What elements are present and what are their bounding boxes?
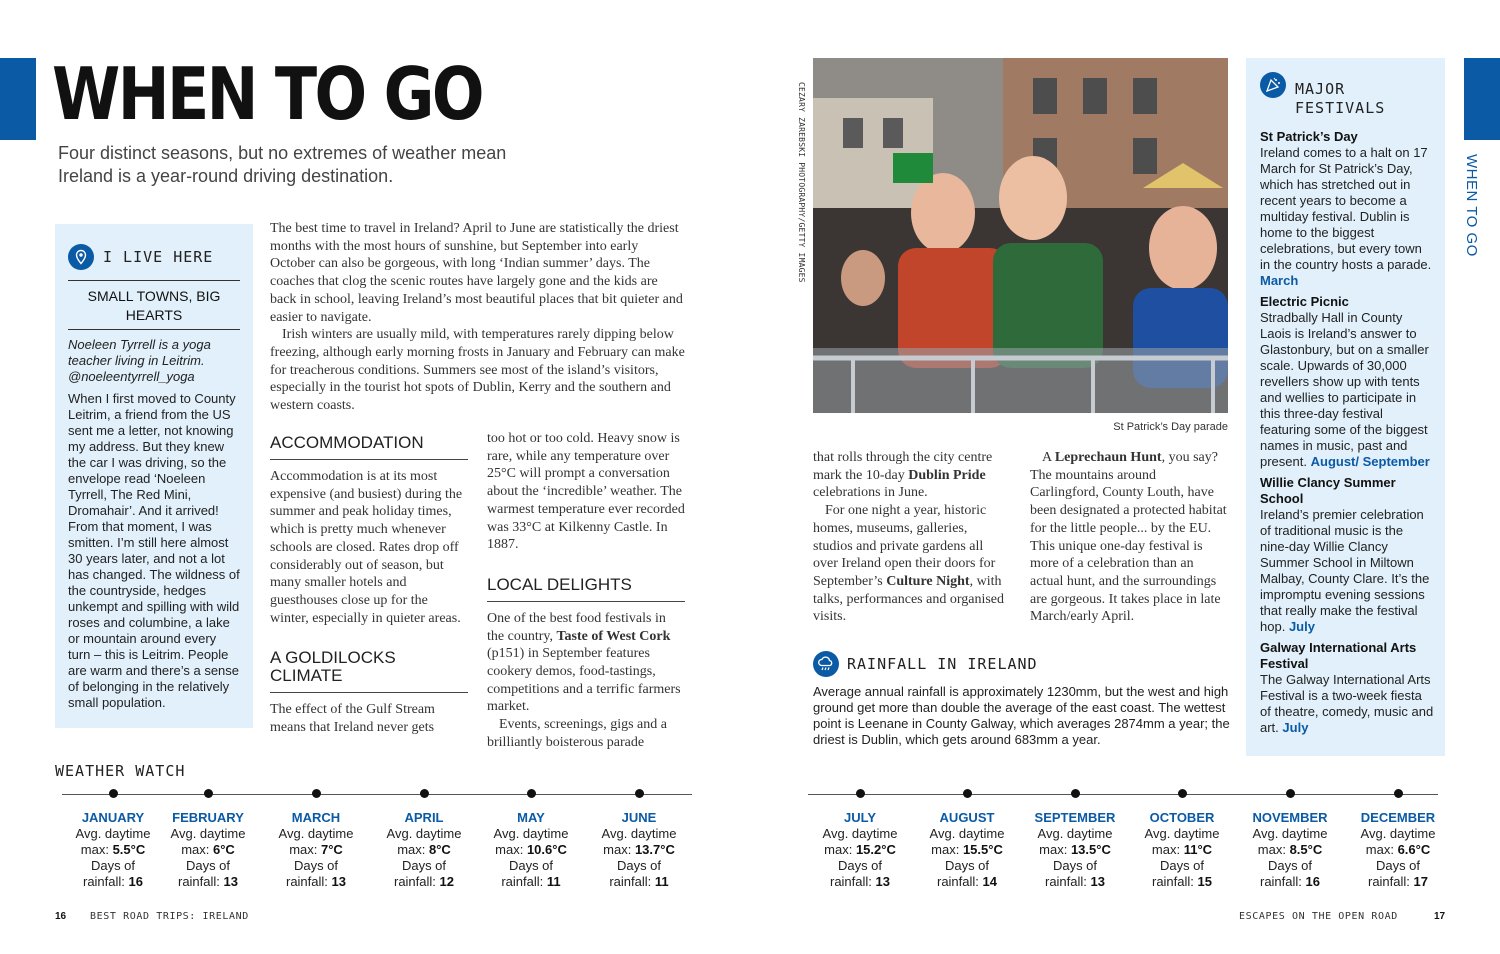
rainfall-line bbox=[1346, 874, 1450, 890]
rainfall-line bbox=[156, 874, 260, 890]
rainfall-label: rainfall: bbox=[1367, 874, 1410, 889]
taste-of-west-cork: Taste of West Cork bbox=[556, 628, 671, 644]
timeline-dot bbox=[420, 789, 429, 798]
local-delights-paragraph-2: Events, screenings, gigs and a brilliantly boisterous parade bbox=[487, 717, 667, 750]
month-name: OCTOBER bbox=[1149, 810, 1215, 825]
weather-month-september bbox=[1023, 789, 1127, 890]
page-subtitle: Four distinct seasons, but no extremes of weather mean Ireland is a year-round driving destination. bbox=[58, 143, 507, 186]
photo-caption: St Patrick’s Day parade bbox=[1113, 421, 1228, 433]
max-temp-line bbox=[1130, 842, 1234, 858]
avg-daytime-label: Avg. daytime bbox=[1360, 826, 1436, 841]
rainfall-label: rainfall: bbox=[177, 874, 220, 889]
days-of-label: Days of bbox=[185, 858, 231, 873]
text-run: , you say? The mountains around Carlingford, County Louth, have been designated a protected habitat for the little people... by the EU. This unique one-day festival is more of a celebration than an actual hunt, and the surroundings are gorgeous. It takes place in late March/early April. bbox=[1030, 450, 1227, 625]
rainfall-line bbox=[372, 874, 476, 890]
left-running-title: BEST ROAD TRIPS: IRELAND bbox=[90, 911, 249, 922]
weather-month-december bbox=[1346, 789, 1450, 890]
text-run: (p151) in September features cookery demos, food-tastings, competitions and a terrific farmers market. bbox=[487, 646, 681, 715]
local-delights-heading: LOCAL DELIGHTS bbox=[487, 572, 685, 602]
text-run: celebrations in June. bbox=[813, 485, 928, 501]
max-label: max: bbox=[495, 842, 524, 857]
culture-night: Culture Night bbox=[886, 573, 970, 589]
rainfall-line bbox=[587, 874, 691, 890]
rain-days: 16 bbox=[128, 874, 143, 889]
left-color-tab bbox=[0, 58, 36, 140]
avg-daytime-label: Avg. daytime bbox=[386, 826, 462, 841]
avg-daytime-label: Avg. daytime bbox=[822, 826, 898, 841]
max-temp: 6.6°C bbox=[1397, 842, 1431, 857]
page-title: WHEN TO GO bbox=[52, 52, 482, 136]
text-run: One of the best food festivals in the country, bbox=[487, 610, 666, 644]
month-name: SEPTEMBER bbox=[1034, 810, 1116, 825]
intro-text bbox=[270, 220, 685, 415]
right-color-tab bbox=[1464, 58, 1500, 140]
intro-paragraph-2: Irish winters are usually mild, with temperatures rarely dipping below freezing, although early morning frosts in January and February can make for treacherous conditions. Summers see most of the island’s visitors, especially in the tourist hot spots of Dublin, Kerry and the southern and western coasts. bbox=[270, 327, 685, 414]
max-temp: 11°C bbox=[1183, 842, 1213, 857]
rainfall-label: rainfall: bbox=[829, 874, 872, 889]
rain-days: 13 bbox=[223, 874, 238, 889]
max-temp-line bbox=[1023, 842, 1127, 858]
weather-month-november bbox=[1238, 789, 1342, 890]
accommodation-heading: ACCOMMODATION bbox=[270, 430, 468, 460]
max-label: max: bbox=[80, 842, 109, 857]
column-accommodation bbox=[270, 430, 468, 737]
local-delights-paragraph-4 bbox=[813, 502, 1009, 626]
local-delights-paragraph-5 bbox=[1030, 449, 1228, 626]
max-label: max: bbox=[1151, 842, 1181, 857]
days-of-label: Days of bbox=[401, 858, 447, 873]
max-label: max: bbox=[603, 842, 632, 857]
month-name: APRIL bbox=[404, 810, 444, 825]
parade-illustration bbox=[813, 58, 1228, 413]
max-temp-line bbox=[479, 842, 583, 858]
rainfall-line bbox=[479, 874, 583, 890]
max-label: max: bbox=[931, 842, 960, 857]
rain-days: 15 bbox=[1197, 874, 1212, 889]
rainfall-label: rainfall: bbox=[82, 874, 125, 889]
festival-name: St Patrick’s Day bbox=[1260, 129, 1358, 144]
days-of-label: Days of bbox=[944, 858, 990, 873]
timeline-dot bbox=[312, 789, 321, 798]
weather-month-february bbox=[156, 789, 260, 890]
timeline-dot bbox=[1394, 789, 1403, 798]
days-of-label: Days of bbox=[1052, 858, 1098, 873]
max-temp-line bbox=[915, 842, 1019, 858]
rainfall-heading: RAINFALL IN IRELAND bbox=[847, 655, 1038, 673]
days-of-label: Days of bbox=[837, 858, 883, 873]
right-page-number: 17 bbox=[1434, 911, 1446, 922]
month-name: JANUARY bbox=[81, 810, 145, 825]
rainfall-text: Average annual rainfall is approximately 1230mm, but the west and high ground get more than double the average of the east coast. The wettest point is Leenane in County Galway, which averages 2874mm a year; the driest is Dublin, which gets around 683mm a year. bbox=[813, 684, 1230, 747]
rain-days: 13 bbox=[1090, 874, 1105, 889]
avg-daytime-label: Avg. daytime bbox=[278, 826, 354, 841]
weather-month-january bbox=[61, 789, 165, 890]
days-of-label: Days of bbox=[293, 858, 339, 873]
max-temp-line bbox=[156, 842, 260, 858]
days-of-label: Days of bbox=[1159, 858, 1205, 873]
weather-month-july bbox=[808, 789, 912, 890]
weather-month-april bbox=[372, 789, 476, 890]
month-name: JUNE bbox=[621, 810, 657, 825]
i-live-here-label: I LIVE HERE bbox=[103, 248, 214, 266]
text-run: For one night a year, historic homes, museums, galleries, studios and private gardens all over Ireland open their doors for September’s bbox=[813, 503, 996, 589]
max-temp: 5.5°C bbox=[112, 842, 146, 857]
max-temp: 13.5°C bbox=[1070, 842, 1111, 857]
max-label: max: bbox=[181, 842, 210, 857]
festival-name: Galway International Arts Festival bbox=[1260, 640, 1417, 671]
festival-item bbox=[1260, 475, 1435, 635]
max-temp: 10.6°C bbox=[526, 842, 567, 857]
local-delights-paragraph-1 bbox=[487, 610, 685, 716]
festival-text: Ireland’s premier celebration of traditional music is the nine-day Willie Clancy Summer School in Miltown Malbay, County Clare. It’s the impromptu evening sessions that really make the festival hop. bbox=[1260, 507, 1430, 634]
festival-text: The Galway International Arts Festival is a two-week fiesta of theatre, comedy, music and art. bbox=[1260, 672, 1434, 735]
month-name: JULY bbox=[843, 810, 877, 825]
avg-daytime-label: Avg. daytime bbox=[1252, 826, 1328, 841]
rainfall-label: rainfall: bbox=[936, 874, 979, 889]
rain-days: 11 bbox=[654, 874, 669, 889]
festival-item bbox=[1260, 294, 1435, 470]
festivals-heading: MAJOR FESTIVALS bbox=[1295, 80, 1386, 117]
column-leprechaun bbox=[1030, 449, 1228, 626]
timeline-dot bbox=[527, 789, 536, 798]
max-temp: 8.5°C bbox=[1289, 842, 1323, 857]
max-temp: 7°C bbox=[320, 842, 343, 857]
rainfall-line bbox=[808, 874, 912, 890]
festival-text: Ireland comes to a halt on 17 March for St Patrick’s Day, which has stretched out in recent years to become a multiday festival. Dublin is home to the biggest celebrations, but every town in the country hosts a parade. bbox=[1260, 145, 1432, 272]
dublin-pride: Dublin Pride bbox=[908, 467, 986, 483]
rain-cloud-icon bbox=[813, 651, 839, 677]
max-temp: 15.2°C bbox=[855, 842, 896, 857]
text-run: that rolls through the city centre mark the 10-day bbox=[813, 450, 993, 483]
rainfall-label: rainfall: bbox=[1044, 874, 1087, 889]
weather-month-august bbox=[915, 789, 1019, 890]
intro-paragraph-1: The best time to travel in Ireland? April to June are statistically the driest months with the most hours of sunshine, but September into early October can also be gorgeous, with long ‘Indian summer’ days. The coaches that clog the scenic routes have largely gone and the kids are back in school, leaving Ireland’s most beautiful places that bit quieter and easier to navigate. bbox=[270, 221, 683, 325]
month-name: AUGUST bbox=[939, 810, 995, 825]
rainfall-line bbox=[915, 874, 1019, 890]
max-temp-line bbox=[1346, 842, 1450, 858]
max-temp-line bbox=[372, 842, 476, 858]
month-name: NOVEMBER bbox=[1252, 810, 1328, 825]
text-run: A bbox=[1042, 450, 1055, 465]
timeline-dot bbox=[635, 789, 644, 798]
days-of-label: Days of bbox=[508, 858, 554, 873]
rainfall-label: rainfall: bbox=[609, 874, 652, 889]
local-delights-paragraph-3 bbox=[813, 449, 1009, 502]
festival-name: Electric Picnic bbox=[1260, 294, 1349, 309]
festivals-header bbox=[1260, 71, 1435, 118]
weather-month-june bbox=[587, 789, 691, 890]
right-running-title: ESCAPES ON THE OPEN ROAD bbox=[1239, 911, 1398, 922]
rainfall-label: rainfall: bbox=[285, 874, 328, 889]
rain-days: 13 bbox=[875, 874, 890, 889]
timeline-dot bbox=[856, 789, 865, 798]
festival-icon bbox=[1260, 72, 1286, 98]
avg-daytime-label: Avg. daytime bbox=[929, 826, 1005, 841]
left-page-number: 16 bbox=[55, 911, 67, 922]
climate-text-b: too hot or too cold. Heavy snow is rare, while any temperature over 25°C will prompt a conversation about the ‘incredible’ weather. The warmest temperature ever recorded was 33°C at Kilkenny Castle. In 1887. bbox=[487, 431, 685, 553]
location-pin-icon bbox=[68, 244, 94, 270]
max-temp-line bbox=[1238, 842, 1342, 858]
festival-item bbox=[1260, 640, 1435, 736]
leprechaun-hunt: Leprechaun Hunt bbox=[1054, 450, 1162, 465]
days-of-label: Days of bbox=[1375, 858, 1421, 873]
rainfall-line bbox=[61, 874, 165, 890]
days-of-label: Days of bbox=[90, 858, 136, 873]
i-live-here-body: When I first moved to County Leitrim, a friend from the US sent me a letter, not knowing my address. But they knew the car I was driving, so the envelope read ‘Noeleen Tyrrell, The Red Mini, Dromahair’. And it arrived! From that moment, I was smitten. I’m still here almost 30 years later, and not a lot has changed. The wildness of the countryside, hedges unkempt and spilling with wild roses and columbine, a lake or mountain around every turn – this is Leitrim. People are warm and there’s a sense of belonging in the relatively small population. bbox=[68, 391, 240, 710]
avg-daytime-label: Avg. daytime bbox=[75, 826, 151, 841]
timeline-dot bbox=[1071, 789, 1080, 798]
festivals-list bbox=[1260, 129, 1435, 736]
rainfall-label: rainfall: bbox=[1151, 874, 1194, 889]
max-label: max: bbox=[824, 842, 853, 857]
avg-daytime-label: Avg. daytime bbox=[493, 826, 569, 841]
weather-watch-heading: WEATHER WATCH bbox=[55, 762, 186, 780]
month-name: FEBRUARY bbox=[172, 810, 244, 825]
days-of-label: Days of bbox=[1267, 858, 1313, 873]
rainfall-line bbox=[1130, 874, 1234, 890]
i-live-here-intro: Noeleen Tyrrell is a yoga teacher living in Leitrim. @noeleentyrrell_yoga bbox=[68, 337, 211, 384]
max-temp-line bbox=[808, 842, 912, 858]
rainfall-label: rainfall: bbox=[1259, 874, 1302, 889]
rainfall-label: rainfall: bbox=[501, 874, 544, 889]
max-temp: 15.5°C bbox=[962, 842, 1003, 857]
festival-month: March bbox=[1260, 273, 1299, 288]
weather-month-may bbox=[479, 789, 583, 890]
festival-text: Stradbally Hall in County Laois is Ireland’s answer to Glastonbury, but on a smaller scale. Upwards of 30,000 revellers show up with tents and wellies to participate in this three-day festival featuring some of the biggest names in music, past and present. bbox=[1260, 310, 1429, 469]
festival-month: August/ September bbox=[1310, 454, 1430, 469]
month-name: DECEMBER bbox=[1360, 810, 1436, 825]
timeline-dot bbox=[963, 789, 972, 798]
avg-daytime-label: Avg. daytime bbox=[1037, 826, 1113, 841]
festival-month: July bbox=[1282, 720, 1309, 735]
month-name: MARCH bbox=[291, 810, 341, 825]
timeline-dot bbox=[204, 789, 213, 798]
rain-days: 12 bbox=[439, 874, 454, 889]
festival-month: July bbox=[1288, 619, 1315, 634]
days-of-label: Days of bbox=[616, 858, 662, 873]
festival-description bbox=[1260, 310, 1435, 470]
max-temp: 8°C bbox=[428, 842, 451, 857]
avg-daytime-label: Avg. daytime bbox=[170, 826, 246, 841]
rain-days: 16 bbox=[1305, 874, 1320, 889]
max-temp-line bbox=[587, 842, 691, 858]
festival-item bbox=[1260, 129, 1435, 289]
max-temp-line bbox=[264, 842, 368, 858]
timeline-dot bbox=[109, 789, 118, 798]
max-label: max: bbox=[1257, 842, 1286, 857]
rain-days: 14 bbox=[982, 874, 997, 889]
rainfall-header bbox=[813, 651, 1038, 677]
max-label: max: bbox=[1365, 842, 1394, 857]
column-local-delights bbox=[487, 430, 685, 752]
avg-daytime-label: Avg. daytime bbox=[1144, 826, 1220, 841]
rain-days: 11 bbox=[546, 874, 561, 889]
month-name: MAY bbox=[517, 810, 545, 825]
festival-description bbox=[1260, 145, 1435, 289]
max-temp: 6°C bbox=[212, 842, 235, 857]
rainfall-line bbox=[1238, 874, 1342, 890]
column-events bbox=[813, 449, 1009, 626]
i-live-here-box bbox=[55, 224, 253, 728]
i-live-here-header bbox=[68, 244, 240, 281]
festival-name: Willie Clancy Summer School bbox=[1260, 475, 1396, 506]
avg-daytime-label: Avg. daytime bbox=[601, 826, 677, 841]
rainfall-line bbox=[1023, 874, 1127, 890]
max-temp: 13.7°C bbox=[634, 842, 675, 857]
max-label: max: bbox=[289, 842, 318, 857]
major-festivals-box bbox=[1246, 58, 1445, 756]
text-run: , with talks, performances and organised visits. bbox=[813, 573, 1005, 625]
photo-credit: CEZARY ZAREBSKI PHOTOGRAPHY/GETTY IMAGES bbox=[797, 82, 806, 283]
max-temp-line bbox=[61, 842, 165, 858]
accommodation-text: Accommodation is at its most expensive (and busiest) during the summer and peak holiday times, which is pretty much whenever schools are closed. Rates drop off considerably out of season, but many smaller hotels and guesthouses close up for the winter, especially in quieter areas. bbox=[270, 469, 463, 626]
festival-description bbox=[1260, 672, 1435, 736]
st-patricks-day-photo bbox=[813, 58, 1228, 413]
weather-month-october bbox=[1130, 789, 1234, 890]
weather-month-march bbox=[264, 789, 368, 890]
section-side-label: WHEN TO GO bbox=[1463, 154, 1480, 257]
climate-text-a: The effect of the Gulf Stream means that Ireland never gets bbox=[270, 702, 435, 736]
rain-days: 17 bbox=[1413, 874, 1428, 889]
climate-heading: A GOLDILOCKS CLIMATE bbox=[270, 645, 468, 693]
timeline-dot bbox=[1178, 789, 1187, 798]
max-label: max: bbox=[397, 842, 426, 857]
max-label: max: bbox=[1039, 842, 1068, 857]
timeline-dot bbox=[1286, 789, 1295, 798]
rain-days: 13 bbox=[331, 874, 346, 889]
festival-description bbox=[1260, 507, 1435, 635]
i-live-here-subtitle: SMALL TOWNS, BIG HEARTS bbox=[68, 281, 240, 330]
rainfall-line bbox=[264, 874, 368, 890]
rainfall-label: rainfall: bbox=[393, 874, 436, 889]
